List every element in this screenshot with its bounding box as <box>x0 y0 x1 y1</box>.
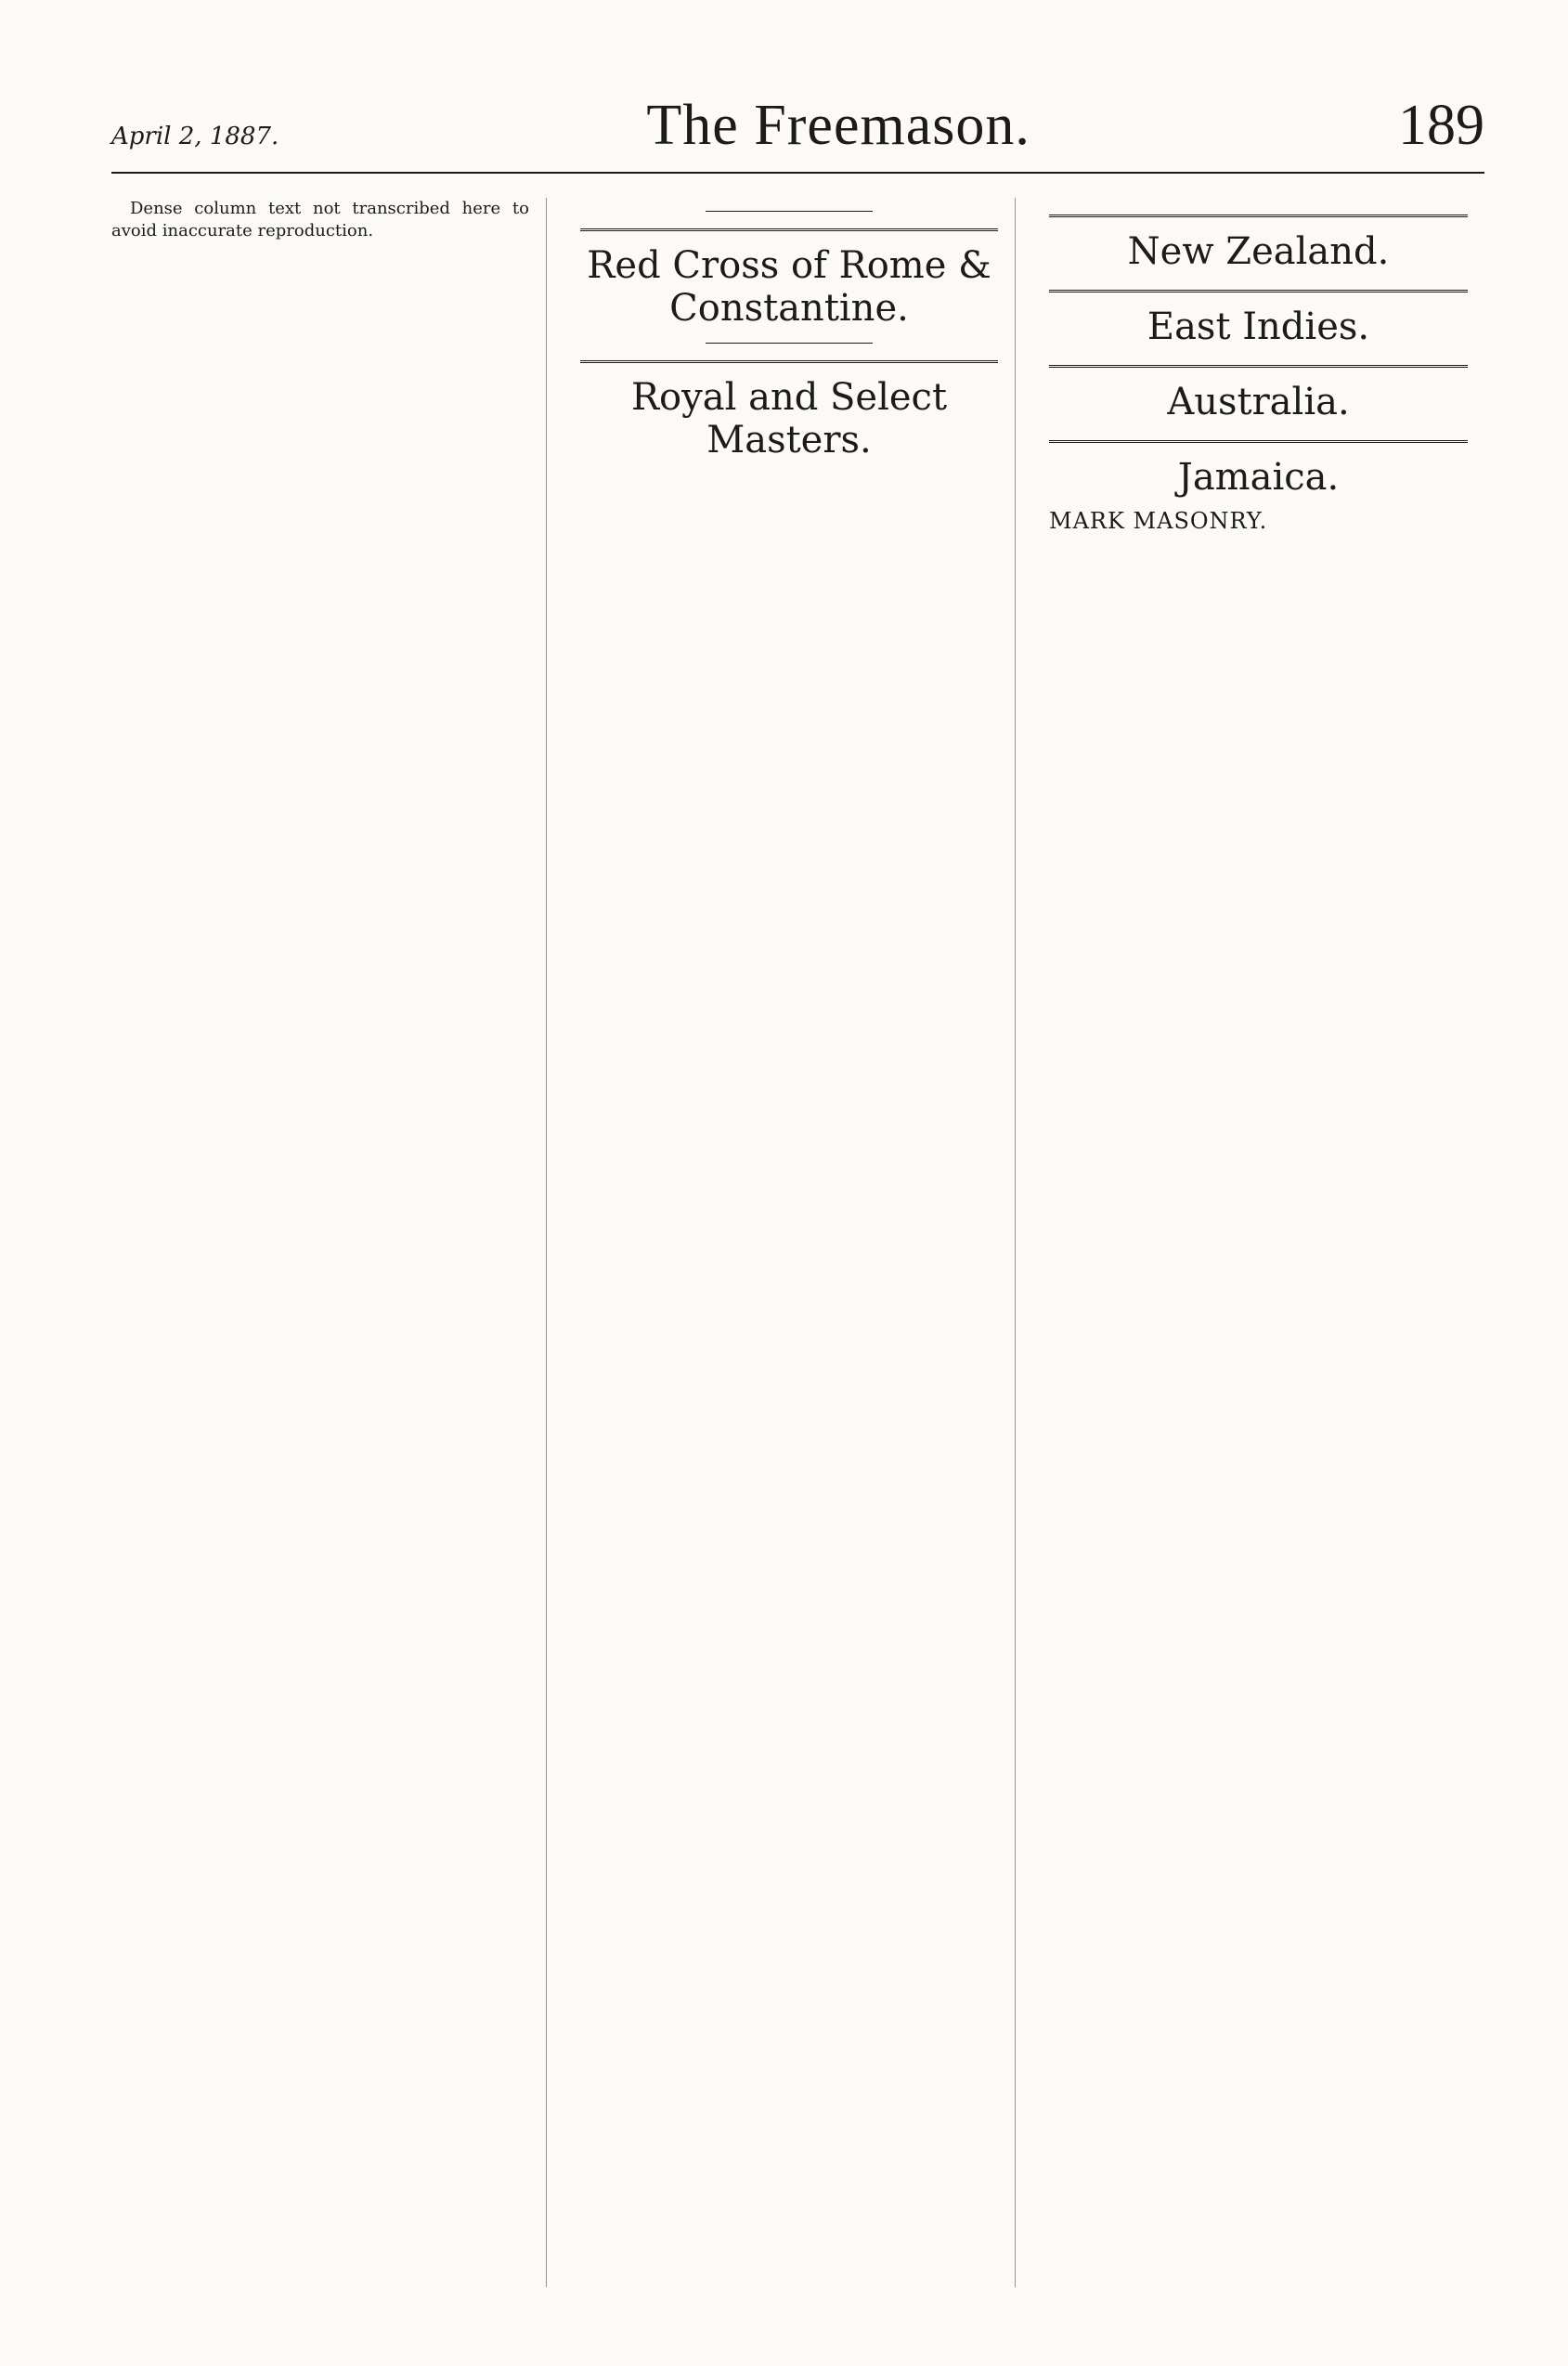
subheading-mark-masonry: MARK MASONRY. <box>1049 508 1268 534</box>
heading-australia: Australia. <box>1049 365 1468 423</box>
text-columns <box>111 198 1484 2287</box>
column-right <box>1049 198 1484 2287</box>
column-middle <box>580 198 1016 2287</box>
heading-royal-select: Royal and Select Masters. <box>580 360 998 462</box>
page-title: The Freemason. <box>646 94 1030 157</box>
issue-date: April 2, 1887. <box>111 123 279 150</box>
column-left <box>111 198 547 2287</box>
page-number: 189 <box>1398 94 1484 157</box>
masthead <box>111 93 1484 174</box>
divider <box>706 211 873 212</box>
divider <box>706 343 873 344</box>
heading-new-zealand: New Zealand. <box>1049 214 1468 273</box>
heading-east-indies: East Indies. <box>1049 290 1468 348</box>
heading-jamaica: Jamaica. <box>1049 440 1468 499</box>
column-placeholder: Dense column text not transcribed here to avoid inaccurate reproduction. <box>111 199 529 241</box>
heading-red-cross: Red Cross of Rome & Constantine. <box>580 228 998 330</box>
